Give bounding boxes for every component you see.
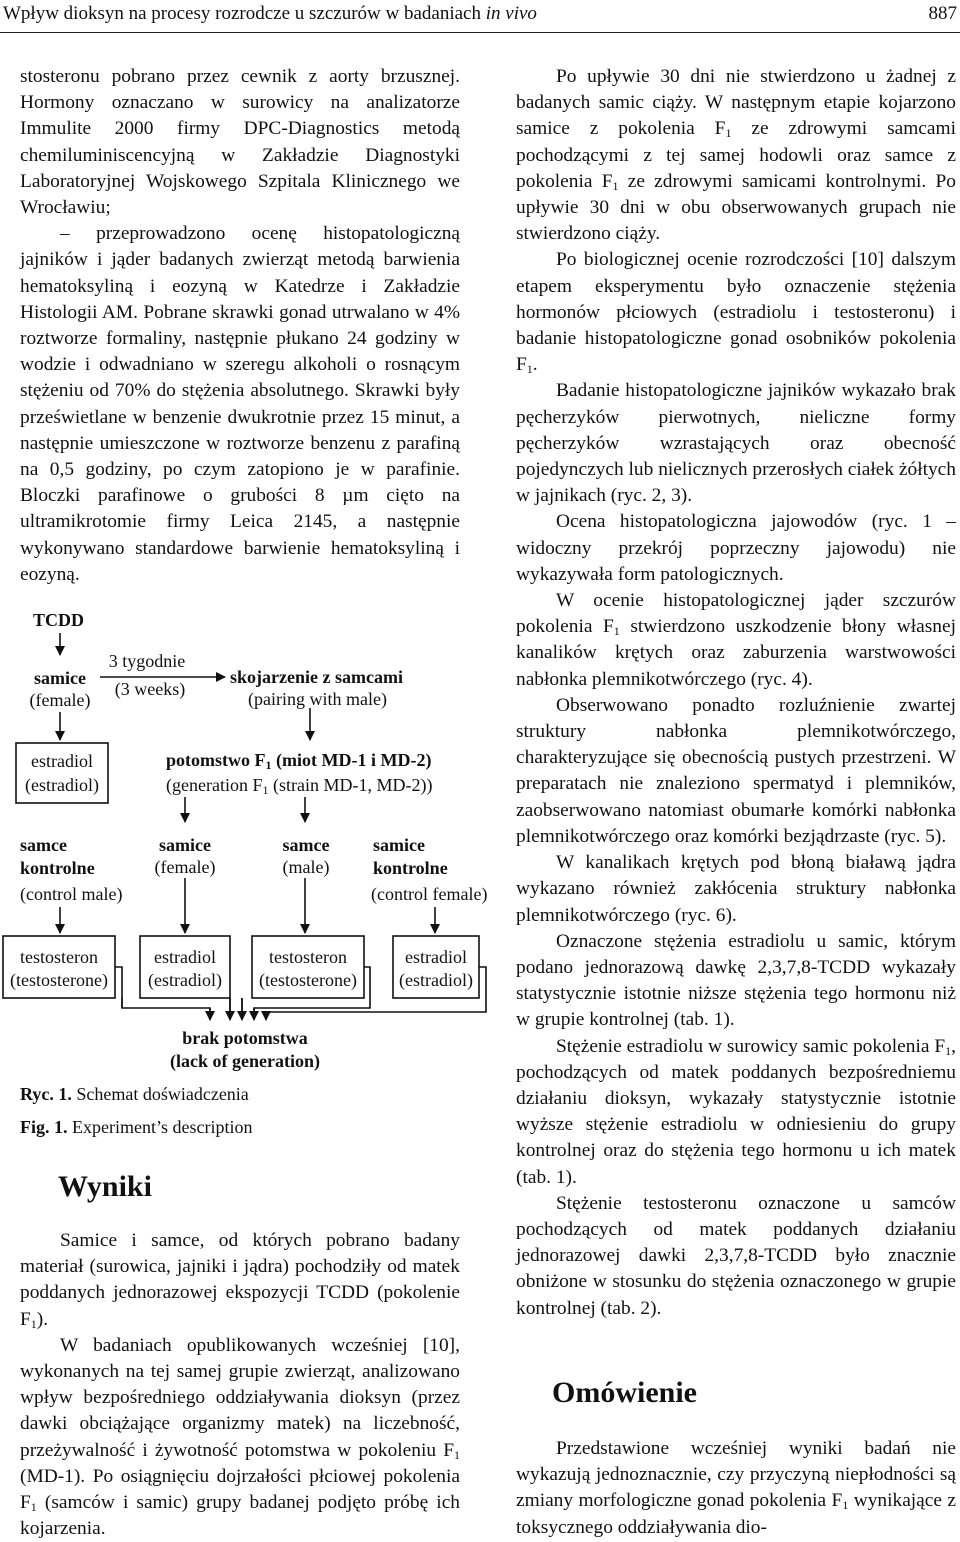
female-label: (female) bbox=[29, 690, 91, 710]
running-title: Wpływ dioksyn na procesy rozrodcze u szczurów w badaniach in vivo bbox=[3, 3, 537, 24]
col3-line1: samce bbox=[282, 835, 330, 855]
right-paragraph-10: Stężenie testosteronu oznaczone u samców pochodzących od matek poddanych działaniu jednorazowej dawki 2,3,7,8-TCDD było znacznie obniżone w stosunku do stężenia oznaczonego w grupie kontrolnej (tab. 2). bbox=[516, 1192, 956, 1319]
box2-line2: (estradiol) bbox=[148, 970, 222, 990]
omowienie-text bbox=[516, 1436, 956, 1541]
box4-line1: estradiol bbox=[405, 947, 467, 967]
col2-line1: samice bbox=[159, 835, 211, 855]
right-paragraph-5: W ocenie histopatologicznej jąder szczurów pokolenia $F_1$ stwierdzono uszkodzenie błony własnej kanalików krętych oraz zaburzenia warstwowości nabłonka plemnikotwórczego (ryc. 4). bbox=[516, 590, 956, 690]
section-heading-wyniki: Wyniki bbox=[58, 1170, 152, 1203]
page-number: 887 bbox=[928, 3, 957, 24]
box1-line2: (testosterone) bbox=[10, 970, 108, 990]
running-header bbox=[0, 0, 960, 34]
right-column-text bbox=[516, 64, 956, 1322]
left-column-text bbox=[20, 64, 460, 588]
col1-line3: (control male) bbox=[20, 884, 123, 904]
figure-captions bbox=[20, 1083, 252, 1149]
col4-line1: samice bbox=[373, 835, 425, 855]
caption-pl: Ryc. 1. Schemat doświadczenia bbox=[20, 1084, 249, 1104]
running-title-italic: in vivo bbox=[485, 3, 537, 24]
col1-line1: samce bbox=[20, 835, 67, 855]
box2-line1: estradiol bbox=[154, 947, 216, 967]
methods-paragraph-histology: – przeprowadzono ocenę histopatologiczną jajników i jąder badanych zwierząt metodą barwienia hematoksyliną i eozyną w Katedrze i Zakładzie Histologii AM. Pobrane skrawki gonad utrwalano w 4% roztworze formaliny, następnie płukano 24 godziny w wodzie i odwadniano w szeregu alkoholi o rosnącym stężeniu od 70% do stężenia absolutnego. Skrawki były prześwietlane w benzenie dwukrotnie przez 15 minut, a następnie umieszczone w roztworze benzenu z parafiną na 0,5 godziny, po czym zatopiono je w parafinie. Bloczki parafinowe o grubości 8 µm cięto na ultramikrotomie firmy Leica 2145, a następnie wykonywano standardowe barwienie hematoksyliną i eozyną. bbox=[20, 223, 460, 585]
pairing-en-label: (pairing with male) bbox=[248, 689, 387, 709]
right-paragraph-2: Po biologicznej ocenie rozrodczości [10] dalszym etapem eksperymentu było oznaczenie stężenia hormonów płciowych (estradiolu i testosteronu) i badanie histopatologiczne gonad osobników pokolenia $F_1$. bbox=[516, 249, 956, 377]
result-pl-label: brak potomstwa bbox=[182, 1028, 308, 1048]
methods-paragraph-hormones: stosteronu pobrano przez cewnik z aorty brzusznej. Hormony oznaczano w surowicy na analizatorze Immulite 2000 firmy DPC-Diagnostics metodą chemiluminiscencyjną w Zakładzie Diagnostyki Laboratoryjnej Wojskowego Szpitala Klinicznego we Wrocławiu; bbox=[20, 66, 460, 219]
right-paragraph-7: W kanalikach krętych pod błoną białawą jądra wykazano również zakłócenia struktury nabłonka plemnikotwórczego (ryc. 6). bbox=[516, 852, 956, 926]
box3-line1: testosteron bbox=[269, 947, 347, 967]
right-paragraph-1: Po upływie 30 dni nie stwierdzono u żadnej z badanych samic ciąży. W następnym etapie kojarzono samice z pokolenia $F_1$ ze zdrowymi samcami pochodzącymi z tej samej hodowli oraz samce z pokolenia $F_1$ ze zdrowymi samicami kontrolnymi. Po upływie 30 dni w obu obserwowanych grupach nie stwierdzono ciąży. bbox=[516, 66, 956, 245]
weeks-en-label: (3 weeks) bbox=[114, 679, 186, 699]
box3-line2: (testosterone) bbox=[259, 970, 357, 990]
right-paragraph-4: Ocena histopatologiczna jajowodów (ryc. 1 – widoczny przekrój poprzeczny jajowodu) nie wykazywała form patologicznych. bbox=[516, 511, 956, 585]
section-heading-omowienie: Omówienie bbox=[552, 1376, 697, 1409]
tcdd-label: TCDD bbox=[33, 610, 85, 630]
offspring-pl-label: potomstwo $F_1$ (miot MD-1 i MD-2) bbox=[166, 750, 432, 772]
estradiol-box-line1: estradiol bbox=[31, 751, 93, 771]
header-rule bbox=[0, 32, 960, 33]
col4-line3: (control female) bbox=[371, 884, 488, 904]
experiment-diagram bbox=[0, 600, 500, 1160]
wyniki-text bbox=[20, 1228, 460, 1542]
result-en-label: (lack of generation) bbox=[170, 1051, 320, 1071]
col2-line2: (female) bbox=[154, 857, 216, 877]
col3-line2: (male) bbox=[282, 857, 330, 877]
right-paragraph-6: Obserwowano ponadto rozluźnienie zwartej struktury nabłonka plemnikotwórczego, charakteryzujące się obecnością pustych przestrzeni. W preparatach nie znaleziono spermatyd i plemników, zaobserwowano natomiast obumarłe komórki nabłonka plemnikotwórczego oraz komórki bezjądrzaste (ryc. 5). bbox=[516, 694, 956, 847]
right-paragraph-9: Stężenie estradiolu w surowicy samic pokolenia $F_1$, pochodzących od matek poddanych bezpośredniemu działaniu dioksyn, wykazały statystycznie istotnie wyższe stężenie estradiolu w odniesieniu do grupy kontrolnej oraz do stężenia tego hormonu u ich matek (tab. 1). bbox=[516, 1035, 956, 1188]
caption-en: Fig. 1. Experiment’s description bbox=[20, 1117, 253, 1137]
weeks-pl-label: 3 tygodnie bbox=[108, 651, 186, 671]
wyniki-paragraph-1: Samice i samce, od których pobrano badany materiał (surowica, jajniki i jądra) pochodziły od matek poddanych jednorazowej ekspozycji TCDD (pokolenie $F_1$). bbox=[20, 1230, 460, 1331]
right-paragraph-3: Badanie histopatologiczne jajników wykazało brak pęcherzyków pierwotnych, nieliczne formy pęcherzyków wzrastających oraz obecność pojedynczych lub nielicznych przerosłych ciałek żółtych w jajnikach (ryc. 2, 3). bbox=[516, 380, 956, 507]
col4-line2: kontrolne bbox=[373, 858, 448, 878]
estradiol-box-line2: (estradiol) bbox=[25, 775, 99, 795]
wyniki-paragraph-2: W badaniach opublikowanych wcześniej [10], wykonanych na tej samej grupie zwierząt, analizowano wpływ bezpośredniego oddziaływania dioksyn (przez dawki obciążające organizmy matek) na liczebność, przeżywalność i żywotność potomstwa w pokoleniu $F_1$ (MD-1). Po osiągnięciu dojrzałości płciowej pokolenia $F_1$ (samców i samic) grupy badanej podjęto próbę ich kojarzenia. bbox=[20, 1334, 460, 1540]
right-paragraph-8: Oznaczone stężenia estradiolu u samic, którym podano jednorazową dawkę 2,3,7,8-TCDD wykazały statystycznie istotnie niższe stężenia tego hormonu niż w grupie kontrolnej (tab. 1). bbox=[516, 930, 956, 1031]
col1-line2: kontrolne bbox=[20, 858, 95, 878]
offspring-en-label: (generation $F_1$ (strain MD-1, MD-2)) bbox=[166, 775, 433, 797]
samice-label: samice bbox=[34, 668, 86, 688]
box1-line1: testosteron bbox=[20, 947, 98, 967]
omowienie-paragraph-1: Przedstawione wcześniej wyniki badań nie wykazują jednoznacznie, czy przyczyną niepłodności są zmiany morfologiczne gonad pokolenia $F_1$ wynikające z toksycznego oddziaływania dio- bbox=[516, 1438, 956, 1538]
box4-line2: (estradiol) bbox=[399, 970, 473, 990]
pairing-pl-label: skojarzenie z samcami bbox=[230, 667, 403, 687]
